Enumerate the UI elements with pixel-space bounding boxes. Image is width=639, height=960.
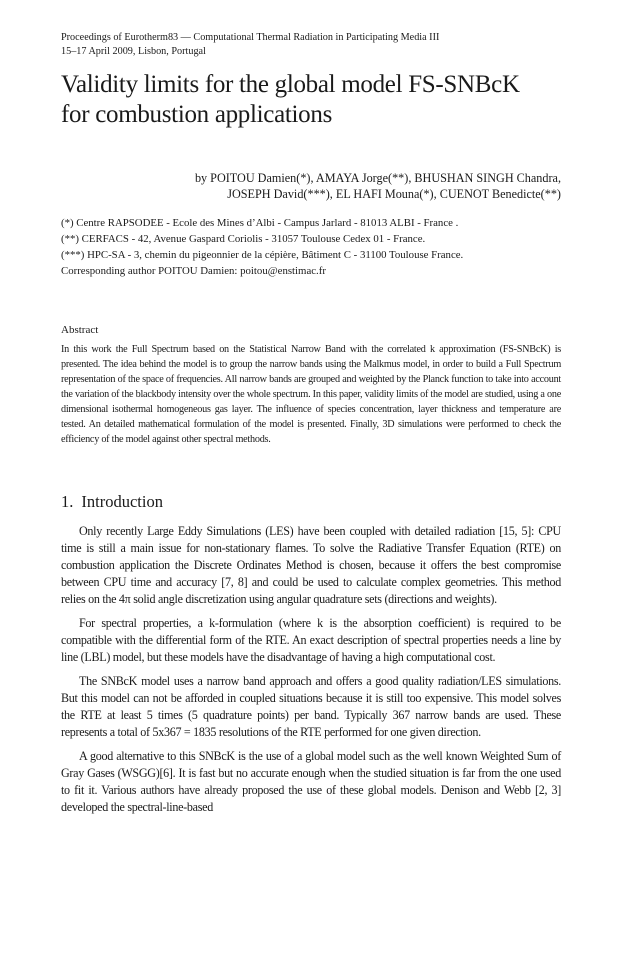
- paragraph-4: A good alternative to this SNBcK is the use of a global model such as the well known Weighted Sum of Gray Gases (WSGG)[6]. It is fast but no accurate enough when the studied situation is far from the one used to fit it. Various authors have already proposed the use of these global models. Denison and Webb [2, 3] developed the spectral-line-based: [61, 749, 561, 814]
- affiliation-2: (**) CERFACS - 42, Avenue Gaspard Coriolis - 31057 Toulouse Cedex 01 - France.: [61, 233, 426, 245]
- title-line-2: for combustion applications: [61, 101, 333, 128]
- paragraph-3: The SNBcK model uses a narrow band approach and offers a good quality radiation/LES simulations. But this model can not be afforded in coupled situations because it is still too expensive. This model solves the RTE at least 5 times (5 quadrature points) per band. Typically 367 narrow bands are used. These represents a total of 5x367 = 1835 resolutions of the RTE performed for one given direction.: [61, 674, 561, 739]
- section-heading: [61, 492, 171, 512]
- paper-title: [61, 70, 581, 130]
- affiliations: [61, 215, 571, 279]
- authors-line-2: JOSEPH David(***), EL HAFI Mouna(*), CUENOT Benedicte(**): [227, 187, 561, 201]
- body-text: [61, 523, 561, 823]
- affiliation-1: (*) Centre RAPSODEE - Ecole des Mines d’Albi - Campus Jarlard - 81013 ALBI - France .: [61, 217, 459, 229]
- section-title: Introduction: [81, 492, 163, 511]
- paragraph-2: For spectral properties, a k-formulation (where k is the absorption coefficient) is required to be compatible with the differential form of the RTE. An exact description of spectral properties needs a line by line (LBL) model, but these models have the disadvantage of having a high computational cost.: [61, 616, 561, 664]
- proceedings-line-2: 15–17 April 2009, Lisbon, Portugal: [61, 46, 206, 57]
- proceedings-header: [61, 31, 581, 59]
- authors-line-1: by POITOU Damien(*), AMAYA Jorge(**), BHUSHAN SINGH Chandra,: [194, 171, 561, 185]
- abstract-heading: Abstract: [61, 324, 99, 336]
- corresponding-author: Corresponding author POITOU Damien: poitou@enstimac.fr: [61, 265, 326, 277]
- abstract-text: In this work the Full Spectrum based on the Statistical Narrow Band with the correlated k approximation (FS-SNBcK) is presented. The idea behind the model is to group the narrow bands using the Malkmus model, in order to build a Full Spectrum representation of the space of frequencies. All narrow bands are grouped and weighted by the Planck function to take into account the variation of the blackbody intensity over the whole spectrum. In this paper, validity limits of the model are studied, using a one dimensional isothermal homogeneous gas layer. The influence of species concentration, layer thickness and temperature are tested. An detailed mathematical formulation of the model is presented. Finally, 3D simulations were performed to check the efficiency of the model against other spectral methods.: [61, 344, 561, 445]
- affiliation-3: (***) HPC-SA - 3, chemin du pigeonnier de la cépière, Bâtiment C - 31100 Toulouse France.: [61, 249, 464, 261]
- proceedings-line-1: Proceedings of Eurotherm83 — Computational Thermal Radiation in Participating Media III: [61, 32, 440, 43]
- title-line-1: Validity limits for the global model FS-SNBcK: [61, 71, 520, 98]
- author-list: [61, 170, 561, 202]
- paragraph-1: Only recently Large Eddy Simulations (LES) have been coupled with detailed radiation [15, 5]: CPU time is still a main issue for non-stationary flames. To solve the Radiative Transfer Equation (RTE) on combustion application the Discrete Ordinates Method is chosen, because it offers the best compromise between CPU time and accuracy [7, 8] and could be used to calculate complex geometries. This method relies on the 4π solid angle discretization using angular quadrature sets (directions and weights).: [61, 524, 561, 606]
- section-number: 1.: [61, 492, 74, 511]
